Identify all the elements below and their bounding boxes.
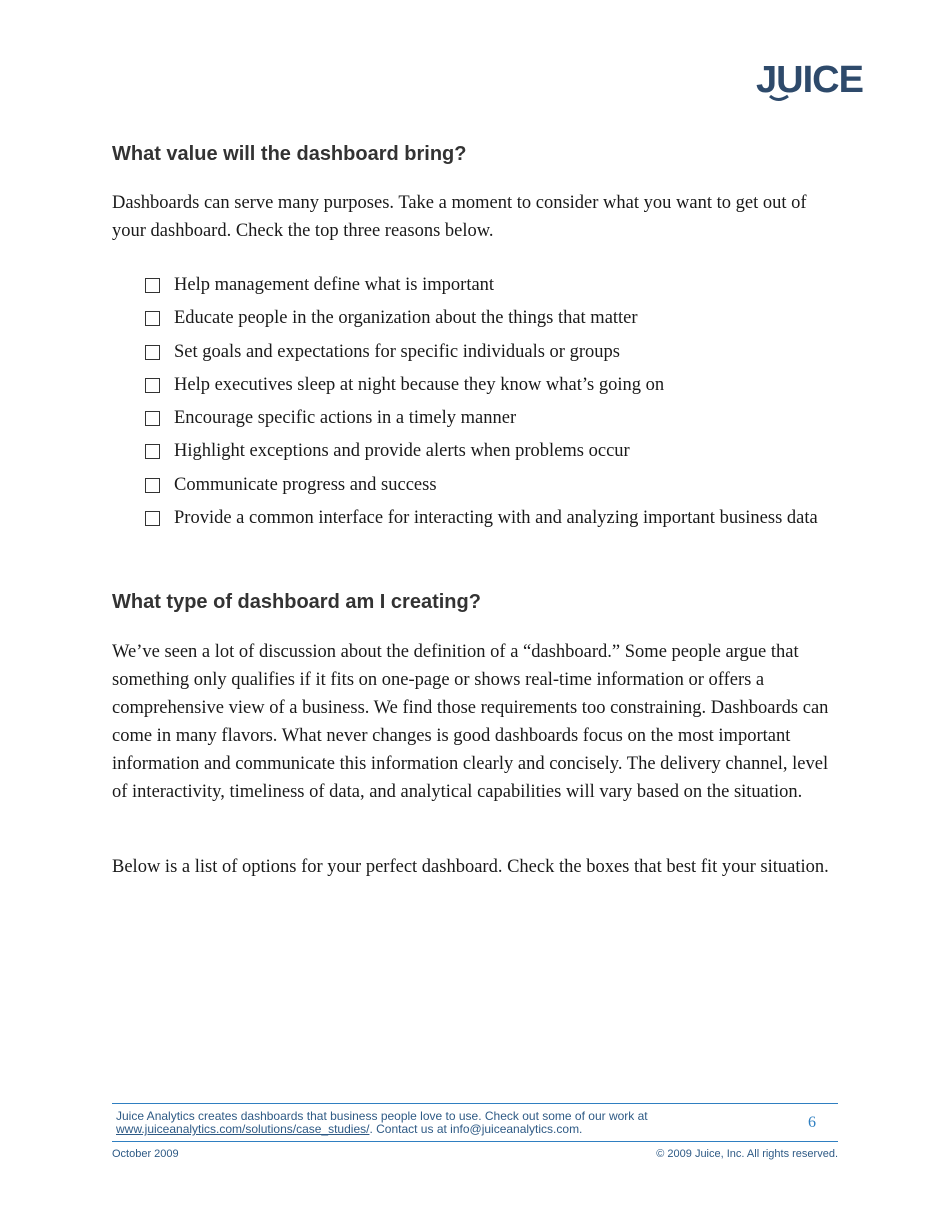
option-label: Help executives sleep at night because they know what’s going on — [174, 374, 665, 395]
footer-copyright: © 2009 Juice, Inc. All rights reserved. — [656, 1148, 838, 1160]
footer-top-rule — [112, 1103, 838, 1104]
checkbox[interactable] — [145, 444, 160, 459]
value-option-1 — [145, 303, 845, 334]
checkbox[interactable] — [145, 478, 160, 493]
section1-heading: What value will the dashboard bring? — [112, 143, 467, 165]
footer-text-after: . Contact us at info@juiceanalytics.com. — [369, 1122, 583, 1136]
footer-bottom-rule — [112, 1141, 838, 1142]
juice-logo-wordmark: JUICE — [756, 59, 863, 101]
value-option-5 — [145, 436, 845, 467]
option-label: Provide a common interface for interacting with and analyzing important business data — [174, 508, 818, 529]
option-label: Encourage specific actions in a timely manner — [174, 408, 517, 429]
value-option-6 — [145, 470, 845, 501]
value-checklist — [145, 270, 845, 536]
option-label: Communicate progress and success — [174, 474, 437, 495]
footer-date: October 2009 — [112, 1148, 179, 1160]
checkbox[interactable] — [145, 411, 160, 426]
page-number: 6 — [808, 1114, 816, 1131]
checkbox[interactable] — [145, 311, 160, 326]
footer-blurb — [116, 1110, 756, 1136]
option-label: Help management define what is important — [174, 275, 495, 295]
value-option-7 — [145, 503, 845, 534]
value-option-2 — [145, 337, 845, 368]
value-option-3 — [145, 370, 845, 401]
value-option-0 — [145, 270, 845, 301]
checkbox[interactable] — [145, 378, 160, 393]
case-studies-link[interactable]: www.juiceanalytics.com/solutions/case_studies/ — [116, 1122, 370, 1136]
section2-paragraph-2: Below is a list of options for your perfect dashboard. Check the boxes that best fit your situation. — [112, 857, 829, 877]
juice-logo — [756, 56, 863, 104]
checkbox[interactable] — [145, 511, 160, 526]
section1-intro: Dashboards can serve many purposes. Take a moment to consider what you want to get out of your dashboard. Check the top three reasons below. — [112, 193, 807, 241]
option-label: Set goals and expectations for specific individuals or groups — [174, 341, 620, 362]
section2-heading: What type of dashboard am I creating? — [112, 591, 481, 613]
juice-logo-graphic — [756, 56, 863, 104]
option-label: Highlight exceptions and provide alerts when problems occur — [174, 441, 630, 462]
checkbox[interactable] — [145, 345, 160, 360]
value-option-4 — [145, 403, 845, 434]
footer-text-before: Juice Analytics creates dashboards that business people love to use. Check out some of our work at — [116, 1109, 648, 1123]
section2-paragraph-1: We’ve seen a lot of discussion about the definition of a “dashboard.” Some people argue that something only qualifies if it fits on one-page or shows real-time information or offers a comprehensive view of a business. We find those requirements too constraining. Dashboards can come in many flavors. What never changes is good dashboards focus on the most important information and communicate this information clearly and concisely. The delivery channel, level of interactivity, timeliness of data, and analytical capabilities will vary based on the situation. — [112, 642, 829, 802]
checkbox[interactable] — [145, 278, 160, 293]
option-label: Educate people in the organization about the things that matter — [174, 308, 638, 329]
